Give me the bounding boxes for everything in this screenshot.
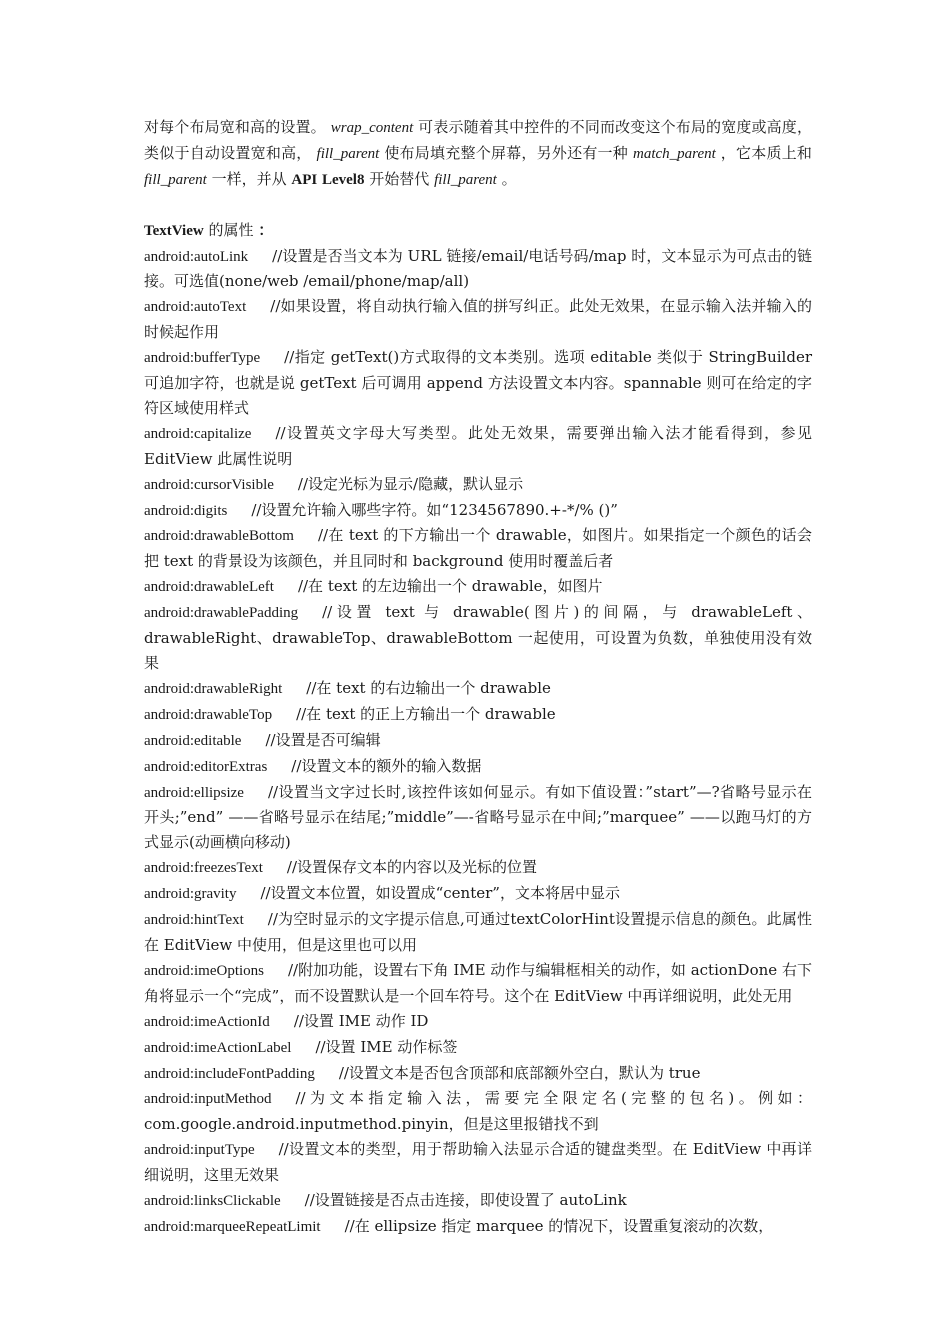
attribute-name: android:editorExtras [144,758,268,775]
attribute-entry [144,702,812,728]
attribute-name: android:drawableTop [144,706,273,723]
attribute-name: android:inputType [144,1142,255,1159]
attribute-entry [144,1009,812,1035]
attribute-entry [144,907,812,958]
attribute-entry [144,523,812,574]
attribute-name: android:drawableRight [144,680,283,697]
attribute-description: //附加功能，设置右下角 IME 动作与编辑框相关的动作，如 actionDone 右下角将显示一个“完成”，而不设置默认是一个回车符号。这个在 EditView 中再详细说明，此处无用 [144,960,812,1005]
attribute-description: //为文本指定输入法，需要完全限定名(完整的包名)。例如：com.google.android.inputmethod.pinyin，但是这里报错找不到 [144,1089,812,1134]
code-term: fill_parent [434,171,497,188]
attribute-name: android:drawableLeft [144,579,274,596]
intro-text: 可表示随着其中控件的不同而改变这个布局的宽度或高度，类似于自动设置宽和高， [144,118,812,162]
attribute-entry [144,855,812,881]
heading-suffix: 的属性 [203,220,259,239]
document-page [144,115,812,1240]
attribute-name: android:hintText [144,912,244,929]
attribute-entry [144,244,812,295]
attribute-description: //设置是否当文本为 URL 链接/email/电话号码/map 时，文本显示为可点击的链接。可选值(none/web /email/phone/map/all) [144,246,812,291]
attribute-name: android:imeActionLabel [144,1039,292,1056]
attribute-list [144,244,812,1240]
attribute-description: //设置链接是否点击连接，即使设置了 autoLink [304,1191,627,1210]
attribute-entry [144,294,812,345]
attribute-entry [144,728,812,754]
attribute-description: //指定 getText()方式取得的文本类别。选项 editable 类似于 StringBuilder 可追加字符，也就是说 getText 后可调用 append 方法设置文本内容。spannable 则可在给定的字符区域使用样式 [144,348,812,417]
attribute-entry [144,472,812,498]
attribute-name: android:imeOptions [144,962,264,979]
attribute-entry [144,1214,812,1240]
attribute-description: //设置文本位置，如设置成“center”，文本将居中显示 [260,884,620,903]
attribute-name: android:drawableBottom [144,528,294,545]
attribute-entry [144,1061,812,1087]
attribute-entry [144,754,812,780]
heading-name: TextView [144,222,204,239]
attribute-name: android:drawablePadding [144,605,299,622]
attribute-entry [144,498,812,524]
attribute-name: android:imeActionId [144,1013,270,1030]
intro-text: 使布局填充整个屏幕，另外还有一种 [384,143,629,162]
attribute-entry [144,1086,812,1137]
section-heading [144,218,812,244]
attribute-description: //在 text 的右边输出一个 drawable [306,678,551,697]
code-term: fill_parent [144,171,207,188]
attribute-name: android:autoLink [144,248,249,265]
attribute-name: android:ellipsize [144,784,244,801]
attribute-entry [144,958,812,1009]
attribute-name: android:bufferType [144,350,261,367]
intro-text: 一样，并从 [211,169,287,188]
attribute-entry [144,1035,812,1061]
attribute-name: android:marqueeRepeatLimit [144,1218,321,1235]
attribute-entry [144,421,812,472]
intro-text: ，它本质上和 [720,143,812,162]
attribute-entry [144,345,812,421]
attribute-name: android:cursorVisible [144,476,274,493]
intro-text: 对每个布局宽和高的设置。 [144,118,326,136]
heading-colon: ： [258,222,274,239]
code-term: fill_parent [316,145,380,162]
code-term: match_parent [633,145,716,162]
attribute-name: android:linksClickable [144,1193,281,1210]
intro-paragraph [144,115,812,193]
attribute-name: android:inputMethod [144,1091,272,1108]
attribute-description: //设置 text 与 drawable(图片)的间隔，与 drawableLeft、drawableRight、drawableTop、drawableBottom 一起使用，可设置为负数，单独使用没有效果 [144,603,812,673]
attribute-description: //在 text 的下方输出一个 drawable，如图片。如果指定一个颜色的话会把 text 的背景设为该颜色，并且同时和 background 使用时覆盖后者 [144,526,812,571]
attribute-description: //在 ellipsize 指定 marquee 的情况下，设置重复滚动的次数， [344,1216,774,1235]
attribute-entry [144,1188,812,1214]
bold-term: API [291,171,318,188]
code-term: wrap_content [330,120,414,136]
attribute-entry [144,676,812,702]
attribute-description: //设置 IME 动作标签 [315,1037,458,1056]
intro-text: 开始替代 [369,169,430,188]
attribute-description: //设定光标为显示/隐藏，默认显示 [297,474,524,493]
attribute-description: //设置 IME 动作 ID [293,1011,429,1030]
attribute-description: //设置文本的类型，用于帮助输入法显示合适的键盘类型。在 EditView 中再详细说明，这里无效果 [144,1140,812,1185]
attribute-name: android:freezesText [144,860,263,877]
attribute-description: //设置英文字母大写类型。此处无效果，需要弹出输入法才能看得到，参见 EditView 此属性说明 [144,423,812,468]
attribute-description: //设置当文字过长时,该控件该如何显示。有如下值设置：”start”—?省略号显示在开头;”end” ——省略号显示在结尾;”middle”—-省略号显示在中间;”marquee” ——以跑马灯的方式显示(动画横向移动) [144,782,812,852]
attribute-entry [144,881,812,907]
attribute-description: //在 text 的左边输出一个 drawable，如图片 [297,577,603,596]
attribute-entry [144,574,812,600]
attribute-entry [144,600,812,676]
attribute-name: android:editable [144,732,242,749]
paragraph-gap [144,193,812,218]
attribute-name: android:digits [144,502,228,519]
attribute-name: android:capitalize [144,425,252,442]
bold-term: Level8 [321,171,365,188]
attribute-entry [144,1137,812,1188]
attribute-description: //如果设置，将自动执行输入值的拼写纠正。此处无效果，在显示输入法并输入的时候起作用 [144,297,812,342]
attribute-description: //设置保存文本的内容以及光标的位置 [286,858,537,877]
attribute-description: //设置文本的额外的输入数据 [291,756,482,775]
attribute-description: //设置文本是否包含顶部和底部额外空白，默认为 true [338,1063,701,1082]
attribute-description: //在 text 的正上方输出一个 drawable [296,704,556,723]
attribute-description: //设置是否可编辑 [265,730,381,749]
attribute-entry [144,780,812,856]
attribute-description: //为空时显示的文字提示信息,可通过textColorHint设置提示信息的颜色。此属性在 EditView 中使用，但是这里也可以用 [144,910,812,954]
attribute-name: android:gravity [144,886,237,903]
intro-text: 。 [501,169,517,188]
attribute-name: android:autoText [144,299,247,316]
attribute-name: android:includeFontPadding [144,1065,315,1082]
attribute-description: //设置允许输入哪些字符。如“1234567890.+-*/% ()” [251,500,618,519]
